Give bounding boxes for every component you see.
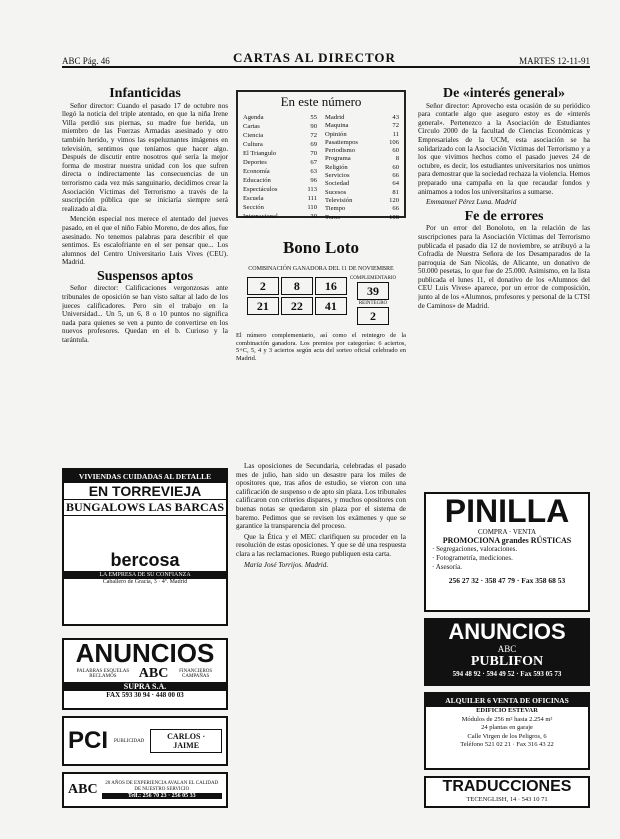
ad-abc-tel: Telf.: 256 70 23 · 256 05 33 bbox=[102, 793, 222, 799]
letters-column-right bbox=[418, 86, 590, 462]
ad-company-logo: bercosa bbox=[110, 550, 180, 570]
index-page: 113 bbox=[307, 186, 317, 194]
index-row bbox=[241, 204, 319, 213]
index-row bbox=[323, 180, 401, 188]
letter-body: Por un error del Bonoloto, en la relación de las suscripciones para la Asociación Víctimas del Terrorismo publicada el pasado día 12 de noviembre, se atribuyó a la Cofradía de Nuestra Señora de los Desamparados de la parroquia de San Nicolás, de Alicante, un donativo de 50.000 pesetas, lo que fue de 25.000. Asimismo, en la lista publicada el lunes 11, el donativo de los «Alumnos del CEU Luis Vives» aparece, por un error de composición, junto al de los «Alumnos, profesores y personal de la CTSI de Caminos» de Madrid. bbox=[418, 224, 590, 310]
letter-body: Señor director: Calificaciones vergonzosas ante tribunales de oposición se han visto saltar al lado de los jueces calificadores. Pero sin el trabajo en la Universidad... Un 5, un 6, 8 o 10 puntos no significa nada para quienes se ven a punto de convertirse en los nuevos profesores. Quedan en el b. Curioso y la tarántula. bbox=[62, 284, 228, 345]
letter-body: Señor director: Aprovecho esta ocasión de su periódico para contarle algo que aseguro estoy es de «interés general». Pertenezco a la Asociación de Estudiantes Circulo 2000 de la facultad de Ciencias Económicas y Empresariales de la UCM, esta asociación se ha solidarizado con la Asociación Víctimas del Terrorismo y a los que vivimos hechos como el pasado jueves 24 de octubre, es decir, los estudiantes universitarios nos unimos para demostrar que la sociedad rechaza la violencia. Hemos preparado una campaña en la que recaudar fondos y animamos a todos los universitarios a sumarse. bbox=[418, 101, 590, 196]
index-section: Toros bbox=[325, 213, 340, 221]
letter-signature: Emmanuel Pérez Luna. Madrid bbox=[426, 198, 517, 207]
index-section: Tiempo bbox=[325, 205, 346, 213]
index-page: 90 bbox=[310, 123, 317, 131]
page-header bbox=[62, 50, 590, 68]
index-left-table bbox=[241, 114, 319, 222]
ad-title: ANUNCIOS bbox=[75, 638, 215, 668]
letter-body: Que la Ética y el MEC clarifiquen su proceder en la resolución de estas oposiciones. Y que se dé una respuesta clara a las reclamaciones. Ruego publiquen esta carta. bbox=[236, 532, 406, 558]
index-row bbox=[323, 214, 401, 222]
index-row bbox=[241, 195, 319, 204]
index-section: El Triangulo bbox=[243, 150, 277, 158]
index-row bbox=[241, 150, 319, 159]
index-section: Cartas bbox=[243, 123, 260, 131]
index-section: Ciencia bbox=[243, 132, 264, 140]
ad-city: EN TORREVIEJA bbox=[88, 483, 202, 499]
index-row bbox=[323, 197, 401, 205]
ad-abc-logo: ABC bbox=[138, 666, 169, 681]
index-section: Cultura bbox=[243, 141, 263, 149]
ad-fax: FAX 593 30 94 · 448 00 03 bbox=[106, 691, 184, 699]
index-page: 72 bbox=[310, 132, 317, 140]
index-page: 72 bbox=[392, 122, 399, 130]
ad-publifon-title: ANUNCIOS bbox=[448, 619, 566, 644]
lotto-number: 21 bbox=[247, 297, 279, 315]
lotto-number: 22 bbox=[281, 297, 313, 315]
index-row bbox=[241, 114, 319, 123]
section-title: CARTAS AL DIRECTOR bbox=[232, 50, 396, 65]
lotto-row bbox=[246, 276, 348, 296]
ad-line: Módulos de 256 m² hasta 2.254 m² bbox=[461, 715, 553, 723]
ad-list-item: · Fotogrametría, mediciones. bbox=[432, 554, 513, 562]
index-section: Sociedad bbox=[325, 180, 350, 188]
index-section: Maquina bbox=[325, 122, 349, 130]
page-number: ABC Pág. 46 bbox=[62, 56, 110, 66]
ad-pci-logo: PCI bbox=[68, 727, 109, 754]
ad-alquiler bbox=[424, 692, 590, 770]
ad-line: 24 plantas en garaje bbox=[481, 724, 533, 731]
ad-traducciones-title: TRADUCCIONES bbox=[442, 778, 572, 795]
lotto-caption: COMBINACIÓN GANADORA DEL 11 DE NOVIEMBRE bbox=[248, 266, 394, 272]
index-section: Televisión bbox=[325, 196, 353, 204]
index-page: 110 bbox=[307, 204, 317, 212]
index-page: 70 bbox=[310, 150, 317, 158]
letter-title-errores: Fe de errores bbox=[464, 208, 544, 224]
ad-address: Caballero de Gracia, 3 · 4º. Madrid bbox=[102, 579, 188, 585]
ad-pinilla-title: PINILLA bbox=[444, 493, 570, 529]
index-title: En este número bbox=[280, 94, 362, 109]
ad-headline: VIVIENDAS CUIDADAS AL DETALLE bbox=[64, 470, 226, 483]
ad-pinilla-list bbox=[426, 545, 588, 572]
index-section: Opinión bbox=[325, 130, 347, 138]
ad-alquiler-lines bbox=[426, 707, 588, 750]
lotto-number: 41 bbox=[315, 297, 347, 315]
ad-publifon bbox=[424, 618, 590, 686]
index-row bbox=[323, 205, 401, 213]
index-page: 8 bbox=[395, 155, 399, 163]
lotto-number: 16 bbox=[315, 277, 347, 295]
index-section: Sección bbox=[243, 204, 264, 212]
index-page: 63 bbox=[310, 168, 317, 176]
index-page: 43 bbox=[392, 114, 399, 121]
index-page: 108 bbox=[389, 213, 399, 221]
ad-torrevieja bbox=[62, 468, 228, 626]
index-section: Religión bbox=[325, 163, 348, 171]
ad-list-item: · Asesoría. bbox=[432, 563, 462, 571]
ad-bungalows: BUNGALOWS LAS BARCAS bbox=[65, 500, 225, 514]
index-page: 66 bbox=[392, 205, 399, 213]
ad-line: EDIFICIO ESTEVAR bbox=[476, 707, 538, 714]
index-section: Deportes bbox=[243, 159, 267, 167]
ad-abc-logo: ABC bbox=[68, 782, 98, 797]
index-row bbox=[241, 159, 319, 168]
index-page: 120 bbox=[389, 196, 399, 204]
lotto-number: 2 bbox=[247, 277, 279, 295]
lotto-number: 8 bbox=[281, 277, 313, 295]
lotto-reintegro: 2 bbox=[357, 307, 389, 325]
ad-line: Calle Virgen de los Peligros, 6 bbox=[467, 732, 547, 740]
index-row bbox=[241, 186, 319, 195]
index-section: Agenda bbox=[243, 114, 264, 122]
lotto-complementario: 39 bbox=[357, 282, 389, 300]
ad-alquiler-title: ALQUILER 6 VENTA DE OFICINAS bbox=[426, 694, 588, 707]
index-section: Servicios bbox=[325, 172, 350, 180]
letters-column-middle bbox=[236, 462, 406, 807]
ad-abc-text: 20 AÑOS DE EXPERIENCIA AVALAN EL CALIDAD DE NUESTRO SERVICIO bbox=[105, 781, 219, 792]
index-page: 30 bbox=[310, 213, 317, 221]
index-section: Pasatiempos bbox=[325, 138, 358, 146]
letter-title-interes: De «interés general» bbox=[442, 86, 566, 101]
ad-pinilla-promo: PROMOCIONA grandes RÚSTICAS bbox=[442, 536, 572, 545]
letter-title-infanticidas: Infanticidas bbox=[109, 86, 181, 101]
comp-label: COMPLEMENTARIO bbox=[349, 276, 397, 281]
ad-pinilla bbox=[424, 492, 590, 612]
index-section: Madrid bbox=[325, 114, 345, 121]
ad-pinilla-phone: 256 27 32 · 358 47 79 · Fax 358 68 53 bbox=[448, 576, 566, 585]
index-row bbox=[323, 164, 401, 172]
letter-body: Las oposiciones de Secundaria, celebradas el pasado mes de julio, han sido un desastre para los miles de opositores que, tras años de estudio, se vieron con una calificación de suspenso o de apto sin plaza. Los tribunales calificaron con criterios dispares, y muchos opositores con buenas notas se quedaron sin plaza por el sistema de baremo. Pedimos que se revisen los exámenes y que se garantice la transparencia del proceso. bbox=[236, 462, 406, 531]
index-row bbox=[323, 122, 401, 130]
ad-traducciones-sub: TECENGLISH, 14 · 543 10 71 bbox=[466, 796, 548, 803]
letter-body: Señor director: Cuando el pasado 17 de octubre nos llegó la noticia del triple atentado, en que la niña Irene Villa perdió sus piernas, su madre fue herida, un miembro de las Fuerzas Armadas asesinado y otro también herido, y vimos las espeluznantes imágenes en televisión, sentimos que teníamos que hacer algo. Después de discutir entre nosotros qué sería la mejor forma de mostrar nuestra unidad con los que sufren directa o indirectamente las consecuencias de un terrorismo cada vez más sanguinario, decidimos crear la Asociación Víctimas del Terrorismo a través de la suscripción pública que se iniciaría siempre será realizado al día. bbox=[62, 101, 228, 213]
index-section: Sucesos bbox=[325, 188, 347, 196]
index-page: 81 bbox=[392, 188, 399, 196]
ad-right-text: FINANCIEROS CAMPAÑAS bbox=[179, 669, 213, 679]
index-section: Periodismo bbox=[325, 147, 356, 155]
index-row bbox=[323, 114, 401, 122]
index-row bbox=[241, 213, 319, 222]
bonoloto-logo: Bono Loto bbox=[282, 238, 360, 257]
ad-line: Teléfono 521 02 21 · Fax 316 43 22 bbox=[460, 741, 554, 748]
ad-left-text: PALABRAS ESQUELAS RECLAMOS bbox=[76, 669, 130, 679]
ad-pci bbox=[62, 716, 228, 766]
ad-publifon-name: PUBLIFON bbox=[470, 654, 544, 669]
index-row bbox=[241, 177, 319, 186]
ad-list-item: · Segregaciones, valoraciones. bbox=[432, 545, 518, 553]
ad-pci-name: CARLOS · JAIME bbox=[150, 729, 222, 753]
index-section: Economía bbox=[243, 168, 270, 176]
index-section: Escuela bbox=[243, 195, 264, 203]
ad-pci-sub: PUBLICIDAD bbox=[114, 738, 145, 744]
index-row bbox=[241, 141, 319, 150]
ad-supra: SUPRA S.A. bbox=[64, 682, 226, 691]
index-page: 11 bbox=[392, 130, 399, 138]
index-section: Espectáculos bbox=[243, 186, 278, 194]
ad-traducciones bbox=[424, 776, 590, 808]
ad-anuncios-abc bbox=[62, 638, 228, 710]
letter-body: Mención especial nos merece el atentado del jueves pasado, en el que el niño Fabio Moreno, de dos años, fue asesinado. No tenemos palabras para describir el que sentimos. Es escalofriante en el ser pensar que... Los alumnos del Centro Universitario Luis Vives (CEU). Madrid. bbox=[62, 215, 228, 267]
index-row bbox=[323, 155, 401, 163]
index-page: 96 bbox=[310, 177, 317, 185]
index-page: 106 bbox=[389, 138, 399, 146]
lotto-text: El número complementario, así como el reintegro de la combinación ganadora. Los premios por categorías: 6 aciertos, 5+C, 5, 4 y 3 aciertos según acta del sorteo oficial celebrado en Madrid. bbox=[236, 332, 406, 362]
index-row bbox=[323, 131, 401, 139]
index-page: 67 bbox=[310, 159, 317, 167]
lotto-row bbox=[246, 296, 348, 316]
ad-abc-small bbox=[62, 772, 228, 808]
index-page: 60 bbox=[392, 147, 399, 155]
index-row bbox=[323, 139, 401, 147]
letter-signature: María José Torrijos. Madrid. bbox=[244, 560, 329, 569]
index-page: 69 bbox=[310, 141, 317, 149]
index-page: 55 bbox=[310, 114, 317, 122]
ad-publifon-phones: 594 48 92 · 594 49 52 · Fax 593 05 73 bbox=[452, 670, 562, 678]
index-row bbox=[241, 132, 319, 141]
page-date: MARTES 12-11-91 bbox=[519, 56, 590, 66]
ad-tagline: LA EMPRESA DE SU CONFIANZA bbox=[64, 571, 226, 579]
bonoloto-box bbox=[236, 228, 406, 448]
index-row bbox=[241, 168, 319, 177]
index-row bbox=[241, 123, 319, 132]
letter-title-suspensos: Suspensos aptos bbox=[96, 268, 194, 284]
index-page: 111 bbox=[307, 195, 317, 203]
index-row bbox=[323, 172, 401, 180]
index-section: Internacional bbox=[243, 213, 278, 221]
index-section: Educación bbox=[243, 177, 271, 185]
index-page: 64 bbox=[392, 180, 399, 188]
ad-pinilla-sub: COMPRA · VENTA bbox=[477, 528, 537, 536]
index-box bbox=[236, 90, 406, 221]
index-section: Programa bbox=[325, 155, 351, 163]
ad-publifon-abc: ABC bbox=[497, 644, 517, 654]
index-row bbox=[323, 189, 401, 197]
letters-column-left bbox=[62, 86, 228, 446]
index-page: 60 bbox=[392, 163, 399, 171]
reint-label: REINTEGRO bbox=[358, 301, 388, 306]
index-page: 66 bbox=[392, 172, 399, 180]
index-row bbox=[323, 147, 401, 155]
index-right-table bbox=[323, 114, 401, 222]
